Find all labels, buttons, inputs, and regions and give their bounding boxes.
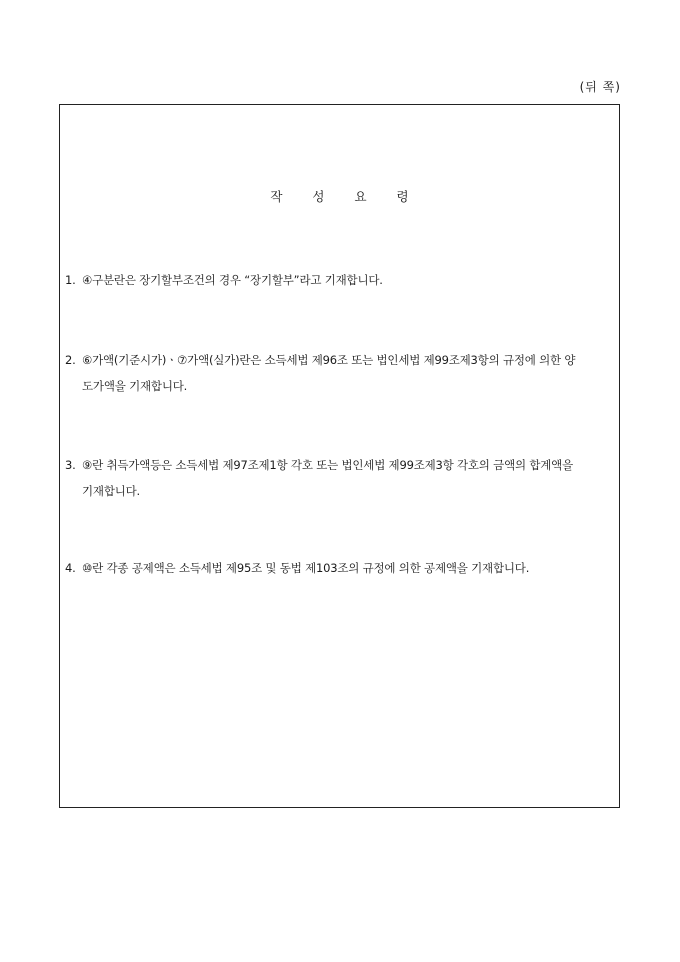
- instruction-item-4: [65, 555, 613, 581]
- item-number: 1.: [65, 273, 76, 287]
- instruction-item-2: [65, 347, 613, 399]
- item-number: 2.: [65, 353, 76, 367]
- item-text-line1: ⑨란 취득가액등은 소득세법 제97조제1항 각호 또는 법인세법 제99조제3항 각호의 금액의 합계액을: [82, 458, 573, 472]
- item-text-line1: ④구분란은 장기할부조건의 경우 “장기할부”라고 기재합니다.: [82, 273, 383, 287]
- item-text-line2: 도가액을 기재합니다.: [82, 379, 188, 393]
- item-number: 4.: [65, 561, 76, 575]
- instruction-item-1: [65, 267, 613, 293]
- item-text-line2: 기재합니다.: [82, 484, 140, 498]
- instruction-item-3: [65, 452, 613, 504]
- item-text-line1: ⑩란 각종 공제액은 소득세법 제95조 및 동법 제103조의 규정에 의한 공제액을 기재합니다.: [82, 561, 530, 575]
- instructions-frame: [59, 104, 620, 808]
- item-number: 3.: [65, 458, 76, 472]
- item-text-line1: ⑥가액(기준시가)ㆍ⑦가액(실가)란은 소득세법 제96조 또는 법인세법 제99조제3항의 규정에 의한 양: [82, 353, 576, 367]
- instructions-title: 작 성 요 령: [270, 189, 422, 204]
- page-side-label: (뒤 쪽): [579, 80, 621, 94]
